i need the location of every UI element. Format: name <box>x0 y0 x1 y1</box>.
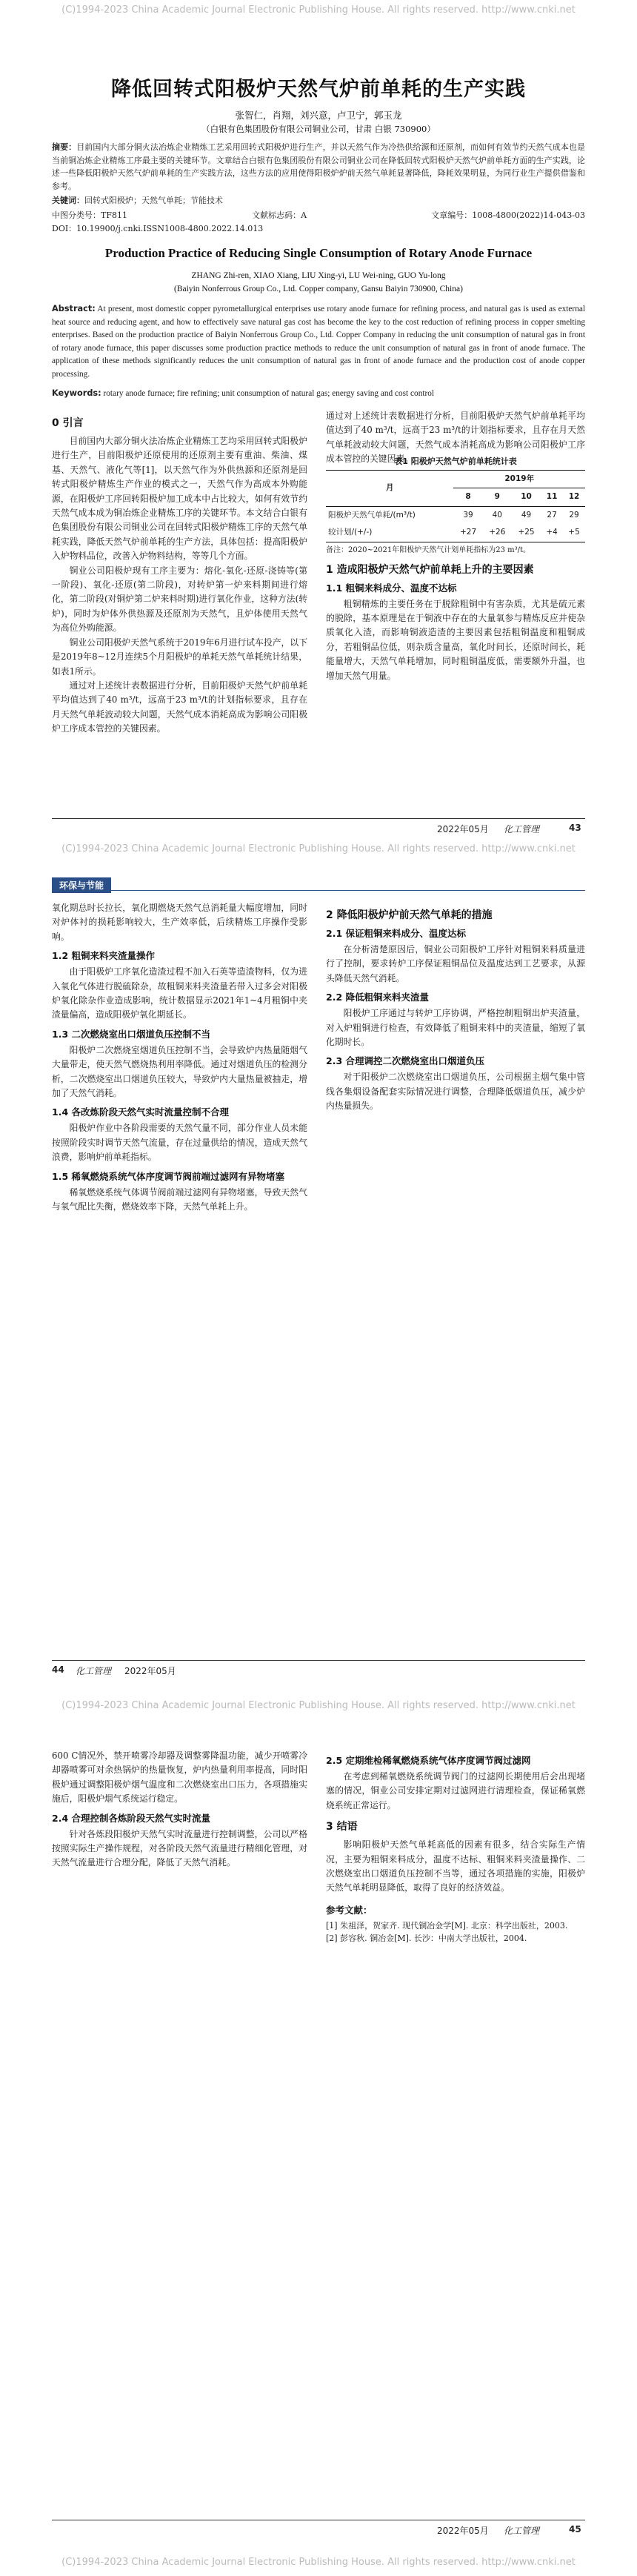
paragraph: 针对各炼段阳极炉天然气实时流量进行控制调整，公司以严格按照实际生产操作规程，对各阶段天然气流量进行精细化管理，对天然气流量进行合理分配，降低了天然气消耗。 <box>52 1828 307 1868</box>
table-year: 2019年 <box>453 471 585 488</box>
table-header-cell: 12 <box>568 492 580 502</box>
page-3 <box>0 1719 637 2576</box>
section-0-heading: 0 引言 <box>52 417 84 429</box>
doi: DOI：10.19900/j.cnki.ISSN1008-4800.2022.14.013 <box>52 224 264 233</box>
paragraph: 阳极炉作业中各阶段需要的天然气量不同，部分作业人员未能按照阶段实时调节天然气流量，存在过量供给的情况，造成天然气浪费，影响炉前单耗指标。 <box>52 1123 307 1163</box>
footer-page-number: 43 <box>569 823 581 833</box>
abstract-text-zh: 目前国内大部分铜火法冶炼企业精炼工艺采用回转式阳极炉进行生产，并以天然气作为冷热供给源和还原剂，而如何有效节约天然气成本也是当前铜冶炼企业精炼工序最主要的关键环节。文章结合白银有色集团股份有限公司铜业公司在降低回转式阳极炉天然气炉前单耗方面的生产实践，论述一些降低阳极炉天然气炉前单耗的生产实践方法，这些方法的应用使得阳极炉炉前天然气单耗显著降低，降耗效果明显，为同行业生产提供借鉴和参考。 <box>52 142 585 191</box>
left-column-p2 <box>52 901 307 1650</box>
footer-journal: 化工管理 <box>76 1666 112 1676</box>
table-cell: 27 <box>547 510 557 519</box>
table-cell: 40 <box>492 510 502 519</box>
paragraph: 目前国内大部分铜火法冶炼企业精炼工艺均采用回转式阳极炉进行生产，目前阳极炉还原使用的还原剂主要有重油、柴油、煤基、天然气、液化气等[1]，以天然气作为外供热源和还原剂是回转式阳极炉精炼生产作业的模式之一，天然气作为高成本外购能源，在阳极炉工序回转阳极炉加工成本中占比较大，如何有效节约天然气成本成为铜冶炼企业精炼工序的关键环节。本文结合白银有色集团股份有限公司铜业公司在回转式阳极炉精炼工序的天然气单耗实践，降低天然气炉前单耗的生产方法，具体包括：提高阳极炉入炉物料品位，改善入炉物料结构，等等几个方面。 <box>52 436 307 562</box>
table-row <box>326 506 585 524</box>
paragraph: 影响阳极炉天然气单耗高低的因素有很多，结合实际生产情况，主要为粗铜来料成分，温度不达标、粗铜来料夹渣量操作、二次燃烧室出口烟道负压控制不当等，通过各项措施的实施，阳极炉天然气单耗明显降低，取得了良好的经济效益。 <box>326 1839 585 1893</box>
paragraph: 对于阳极炉二次燃烧室出口烟道负压，公司根据主烟气集中管线各集烟设备配套实际情况进行调整，合理降低烟道负压，减少炉内热量损失。 <box>326 1072 585 1112</box>
table-cell: +26 <box>489 528 506 537</box>
paragraph: 600 C情况外，禁开喷雾冷却器及调整雾降温功能，减少开喷雾冷却器喷雾可对余热锅炉的热量恢复，炉内热量利用率提高，同时阳极炉通过调整阳极炉烟气温度和二次燃烧室出口压力，各项措施实施后，阳极炉烟气系统运行稳定。 <box>52 1750 307 1805</box>
document-code: 文献标志码：A <box>252 210 307 220</box>
abstract-label-zh: 摘要： <box>52 142 77 152</box>
subsection-2-3-heading: 2.3 合理调控二次燃烧室出口烟道负压 <box>326 1055 484 1067</box>
paragraph: 阳极炉二次燃烧室烟道负压控制不当，会导致炉内热量随烟气大量带走，使天然气燃烧热利用率降低。通过对烟道负压的检测分析，二次燃烧室出口烟道负压较大，导致炉内大量热量被抽走，增加了天然气消耗。 <box>52 1044 307 1099</box>
clc-number: 中图分类号：TF811 <box>52 210 127 220</box>
footer-page-number: 44 <box>52 1664 64 1675</box>
subsection-2-2-heading: 2.2 降低粗铜来料夹渣量 <box>326 992 429 1003</box>
affiliation-zh: （白银有色集团股份有限公司铜业公司，甘肃 白银 730900） <box>201 124 436 134</box>
table-cell: +27 <box>459 528 477 537</box>
table-cell: +4 <box>546 528 558 537</box>
keywords-en <box>52 387 585 401</box>
paragraph: 阳极炉工序通过与转炉工序协调，严格控制粗铜出炉夹渣量，对入炉粗铜进行检查，有效降低了粗铜来料中的夹渣量，缩短了氧化期时长。 <box>326 1008 585 1048</box>
subsection-1-5-heading: 1.5 稀氧燃烧系统气体序度调节阀前端过滤网有异物堵塞 <box>52 1170 284 1182</box>
right-column-p3 <box>326 1749 585 2505</box>
footer-page-number: 45 <box>569 2524 581 2534</box>
section-3-heading: 3 结语 <box>326 1821 358 1833</box>
subsection-2-1-heading: 2.1 保证粗铜来料成分、温度达标 <box>326 928 466 939</box>
footer-rule <box>52 818 585 819</box>
table-caption: 表1 阳极炉天然气炉前单耗统计表 <box>394 457 517 466</box>
subsection-1-2-heading: 1.2 粗铜来料夹渣量操作 <box>52 950 155 962</box>
abstract-zh <box>52 141 585 193</box>
subsection-2-5-heading: 2.5 定期维检稀氧燃烧系统气体序度调节阀过滤网 <box>326 1755 531 1766</box>
abstract-label-en: Abstract: <box>52 304 96 313</box>
paragraph: 稀氧燃烧系统气体调节阀前端过滤网有异物堵塞，导致天然气与氧气配比失衡，燃烧效率下降，天然气单耗上升。 <box>52 1186 307 1212</box>
keywords-zh <box>52 194 585 208</box>
table-header-cell: 9 <box>494 492 500 502</box>
authors-en: ZHANG Zhi-ren, XIAO Xiang, LIU Xing-yi, LU Wei-ning, GUO Yu-long <box>191 271 446 280</box>
classification-line <box>52 209 585 222</box>
paper-title-en: Production Practice of Reducing Single Consumption of Rotary Anode Furnace <box>104 246 533 260</box>
subsection-1-1-heading: 1.1 粗铜来料成分、温度不达标 <box>326 582 457 594</box>
table-cell: +5 <box>568 528 580 537</box>
section-banner <box>52 877 585 891</box>
subsection-1-3-heading: 1.3 二次燃烧室出口烟道负压控制不当 <box>52 1028 210 1040</box>
watermark-bottom: (C)1994-2023 China Academic Journal Electronic Publishing House. All rights reserved. http://www.cnki.net <box>61 2557 576 2568</box>
paragraph: 在分析清楚原因后，铜业公司阳极炉工序针对粗铜来料质量进行了控制，要求转炉工序保证粗铜品位及温度达到工艺要求，从源头降低天然气消耗。 <box>326 944 585 983</box>
paper-title-zh: 降低回转式阳极炉天然气炉前单耗的生产实践 <box>111 78 526 101</box>
table-cell: 39 <box>463 510 473 519</box>
table-cell: 49 <box>521 510 532 519</box>
paragraph: 通过对上述统计表数据进行分析，目前阳极炉天然气炉前单耗平均值达到了40 m³/t，远高于23 m³/t的计划指标要求，且存在月天然气单耗波动较大问题，天然气成本消耗高成为影响公司阳极炉工序成本管控的关键因素。 <box>52 680 307 734</box>
table-cell: +25 <box>518 528 535 537</box>
table-header-cell: 10 <box>521 492 532 502</box>
footer-date: 2022年05月 <box>124 1666 176 1676</box>
paragraph: 氧化期总时长拉长，氧化期燃烧天然气总消耗量大幅度增加，同时对炉体衬的损耗影响较大，生产效率低，后续精炼工序操作受影响。 <box>52 903 307 942</box>
paragraph: 在考虑到稀氧燃烧系统调节阀门的过滤网长期使用后会出现堵塞的情况，铜业公司安排定期对过滤网进行清理检查，保证稀氧燃烧系统正常运行。 <box>326 1771 585 1810</box>
banner-label: 环保与节能 <box>52 877 111 893</box>
table-header-cell: 11 <box>546 492 558 502</box>
paragraph: 铜业公司阳极炉天然气系统于2019年6月进行试车投产，以下是2019年8~12月连续5个月阳极炉的单耗天然气单耗统计结果，如表1所示。 <box>52 637 307 677</box>
paragraph: 粗铜精炼的主要任务在于脱除粗铜中有害杂质，尤其是硫元素的脱除，基本原理是在于铜液中存在的大量氧参与精炼反应并使杂质氧化入渣，而影响铜液造渣的主要因素包括粗铜温度和粗铜成分，若粗铜品位低，则杂质含量高，氧化时间长，还原时间长，耗能量增大，天然气单耗增加，同时粗铜温度低，需要额外升温，也增加天然气用量。 <box>326 598 585 681</box>
abstract-en <box>52 302 585 381</box>
keywords-label-en: Keywords: <box>52 388 101 398</box>
authors-zh: 张智仁，肖翔，刘兴意，卢卫宁，郭玉龙 <box>235 110 402 121</box>
article-number: 文章编号：1008-4800(2022)14-043-03 <box>431 210 585 220</box>
subsection-2-4-heading: 2.4 合理控制各炼阶段天然气实时流量 <box>52 1812 210 1824</box>
footer-rule <box>52 1660 585 1661</box>
subsection-1-4-heading: 1.4 各改炼阶段天然气实时流量控制不合理 <box>52 1106 229 1118</box>
table-cell: 较计划/(+/-) <box>328 528 373 537</box>
table-corner: 月 <box>326 471 453 507</box>
watermark-bottom: (C)1994-2023 China Academic Journal Electronic Publishing House. All rights reserved. http://www.cnki.net <box>61 843 576 854</box>
watermark-top: (C)1994-2023 China Academic Journal Electronic Publishing House. All rights reserved. http://www.cnki.net <box>61 4 576 16</box>
references-heading: 参考文献： <box>326 1904 373 1916</box>
reference-item: [1] 朱祖泽，贺家齐. 现代铜冶金学[M]. 北京：科学出版社，2003. <box>326 1920 568 1931</box>
page-1 <box>0 0 637 860</box>
reference-item: [2] 彭容秋. 铜冶金[M]. 长沙：中南大学出版社，2004. <box>326 1933 527 1943</box>
abstract-text-en: At present, most domestic copper pyrometallurgical enterprises use rotary anode furnace for refining process, and natural gas is used as external heat source and reducing agent, and how to effectively save natural gas cost has become the key to the cost reduction of refining process in copper smelting enterprises. Based on the production practice of Baiyin Nonferrous Group Co., Ltd. Copper Company in reducing the unit consumption of natural gas in front of rotary anode furnace, this paper discusses some production practice methods to reduce the unit consumption of natural gas in front of anode furnace. The application of these methods significantly reduces the unit consumption of natural gas in front of anode furnace and the production cost of anode copper processing. <box>52 305 585 379</box>
left-column-p1 <box>52 409 307 809</box>
footer-journal: 化工管理 <box>504 2526 540 2536</box>
paragraph-continued: 通过对上述统计表数据进行分析，目前阳极炉天然气炉前单耗平均值达到了40 m³/t，远高于23 m³/t的计划指标要求，且存在月天然气单耗波动较大问题，天然气成本消耗高成为影响公司阳极炉工序成本管控的关键因素。 <box>326 411 585 465</box>
footer-journal: 化工管理 <box>504 824 540 834</box>
right-column-p2 <box>326 901 585 1650</box>
footer-date: 2022年05月 <box>437 2526 489 2536</box>
footer-date: 2022年05月 <box>437 824 489 834</box>
section-2-heading: 2 降低阳极炉炉前天然气单耗的措施 <box>326 909 493 921</box>
keywords-label-zh: 关键词： <box>52 196 84 205</box>
table-row <box>326 524 585 542</box>
table-cell: 阳极炉天然气单耗/(m³/t) <box>328 510 416 519</box>
paragraph: 铜业公司阳极炉现有工序主要为：熔化-氧化-还原-浇铸等(第一阶段)、氧化-还原(第二阶段)，对转炉第一炉来料期间进行熔化，第二阶段(对铜炉第二炉来料时期)进行氧化作业，这种方法(转炉)，同时为炉体外供热源及还原剂为天然气，且炉体使用天然气为高位外购能源。 <box>52 565 307 634</box>
table-header-cell: 8 <box>465 492 471 502</box>
watermark-bottom: (C)1994-2023 China Academic Journal Electronic Publishing House. All rights reserved. http://www.cnki.net <box>61 1700 576 1711</box>
right-column-p1 <box>326 409 585 809</box>
page-2 <box>0 860 637 1719</box>
paragraph: 由于阳极炉工序氧化造渣过程不加入石英等造渣物料，仅为进入氧化气体进行脱硫除杂，故粗铜来料夹渣量若带入过多会对阳极炉氧化除杂作业造成影响，统计数据显示2021年1~4月粗铜中夹渣量偏高，造成阳极炉氧化期延长。 <box>52 966 307 1020</box>
consumption-table <box>326 470 585 542</box>
keywords-text-zh: 回转式阳极炉；天然气单耗；节能技术 <box>84 196 223 205</box>
keywords-text-en: rotary anode furnace; fire refining; unit consumption of natural gas; energy saving and cost control <box>103 389 435 398</box>
table-note: 备注：2020~2021年阳极炉天然气计划单耗指标为23 m³/t。 <box>326 545 531 554</box>
table-cell: 29 <box>569 510 579 519</box>
affiliation-en: (Baiyin Nonferrous Group Co., Ltd. Copper company, Gansu Baiyin 730900, China) <box>174 285 463 293</box>
left-column-p3 <box>52 1749 307 2505</box>
section-1-heading: 1 造成阳极炉天然气炉前单耗上升的主要因素 <box>326 563 534 576</box>
